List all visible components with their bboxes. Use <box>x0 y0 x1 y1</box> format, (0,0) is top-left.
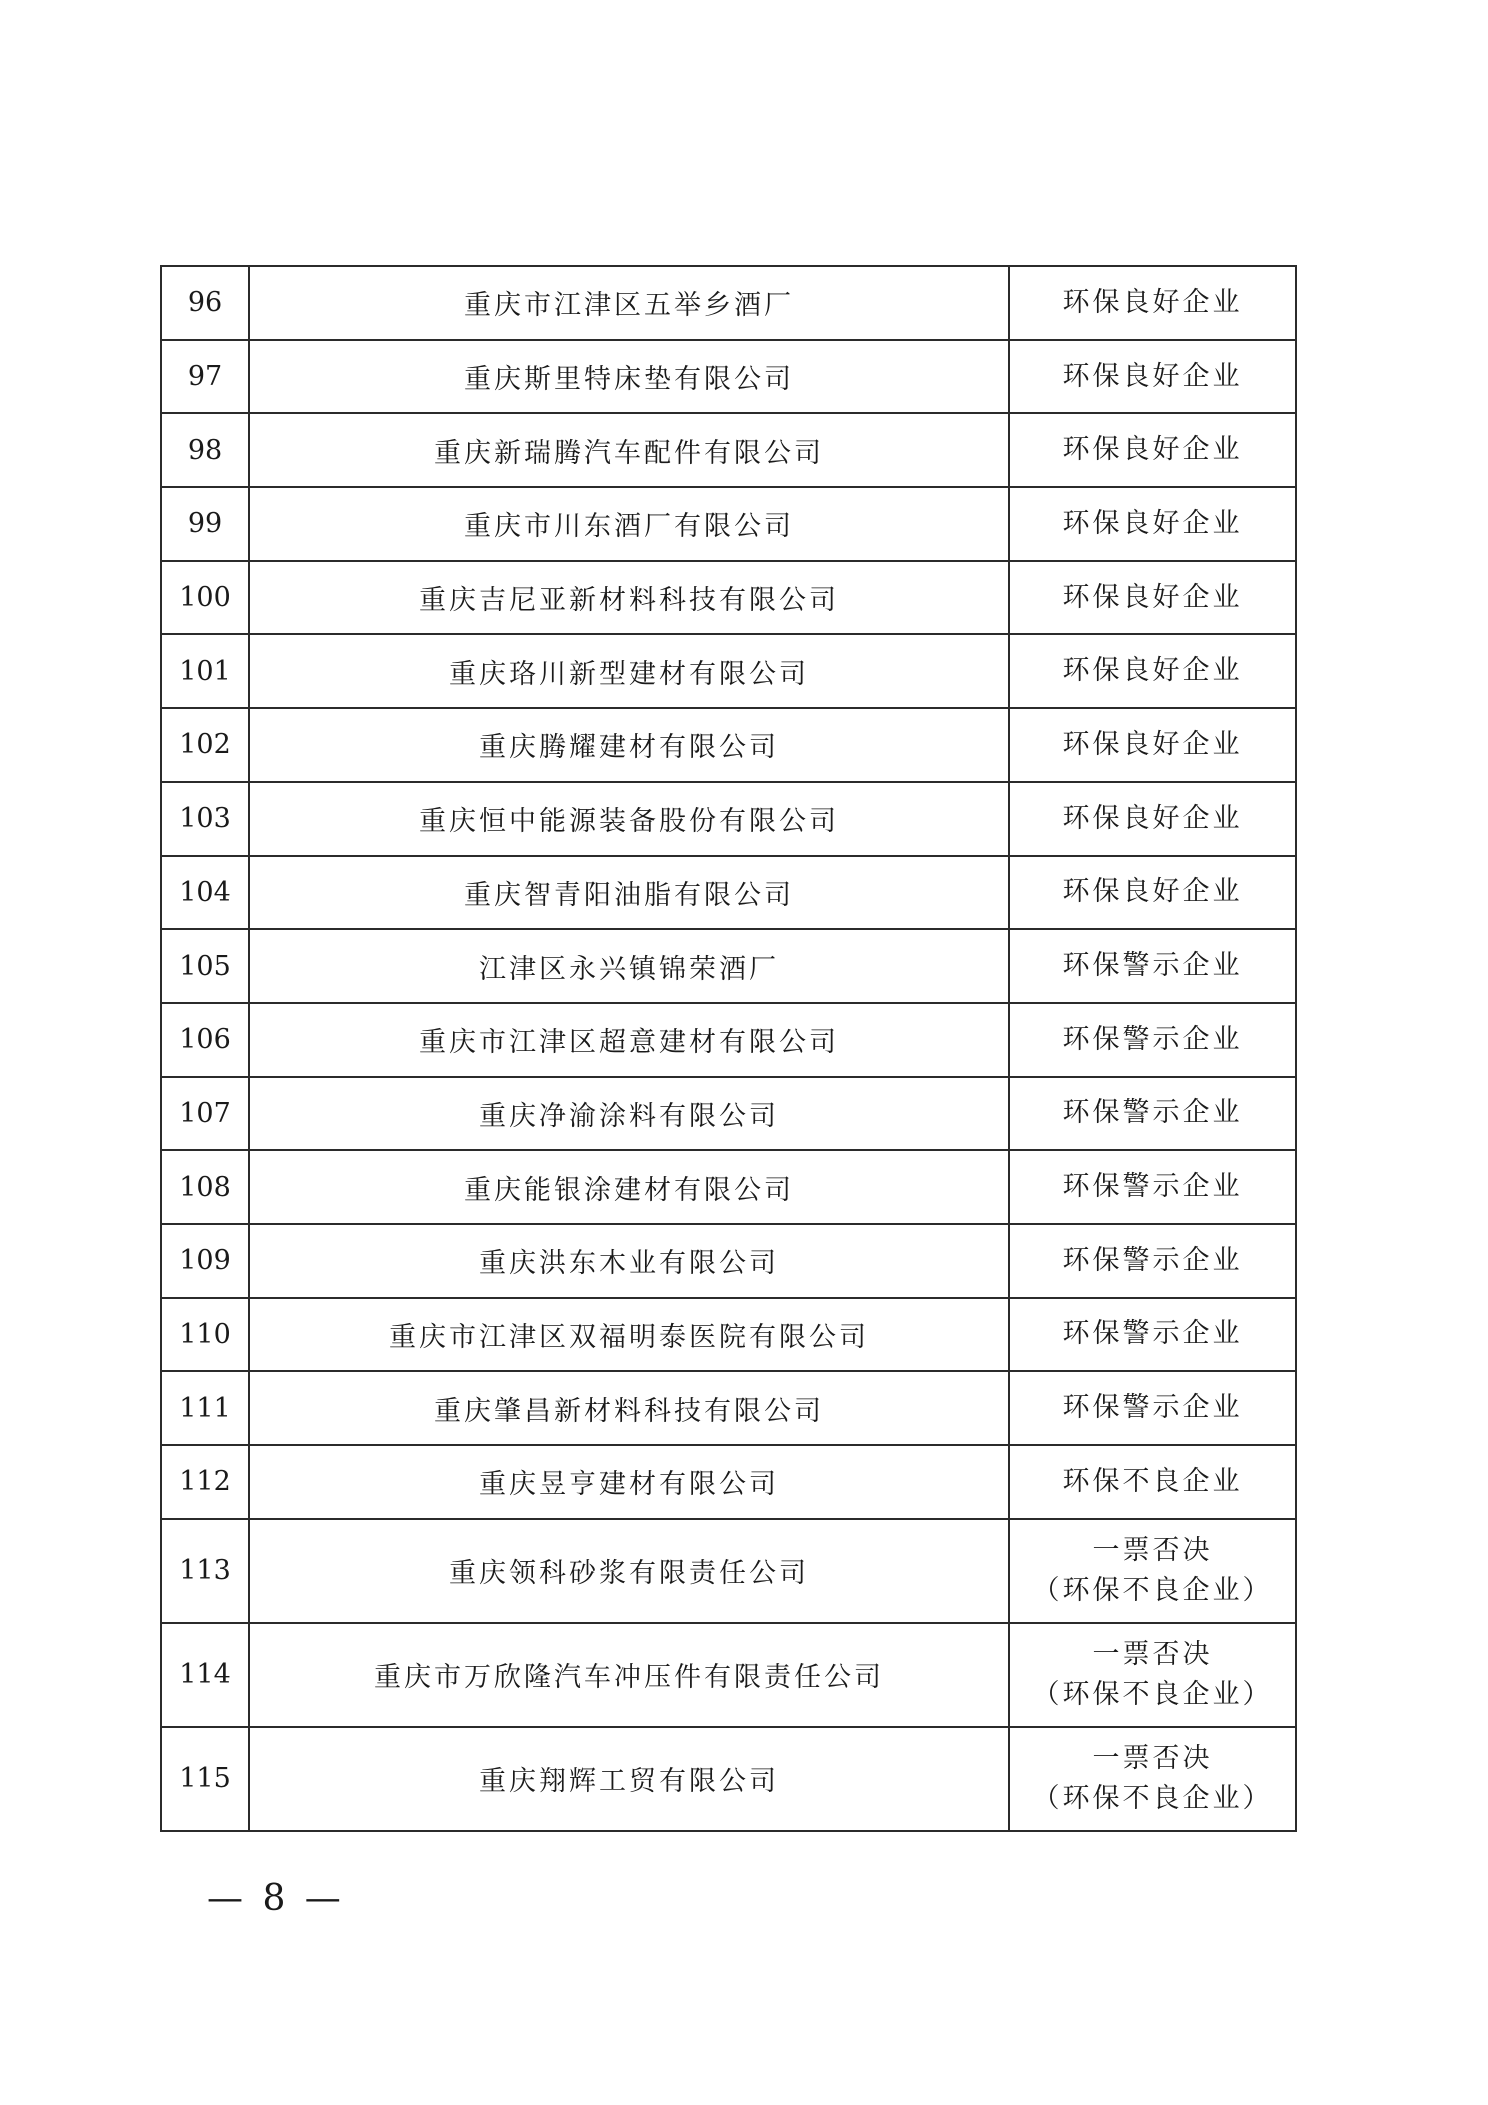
table-row <box>161 1224 1296 1298</box>
row-number: 99 <box>161 487 249 561</box>
category-cell <box>1009 340 1296 414</box>
row-number: 105 <box>161 929 249 1003</box>
row-number: 101 <box>161 634 249 708</box>
company-name: 江津区永兴镇锦荣酒厂 <box>249 929 1009 1003</box>
row-number: 113 <box>161 1519 249 1623</box>
table-body <box>161 266 1296 1831</box>
row-number: 108 <box>161 1150 249 1224</box>
table-row <box>161 1445 1296 1519</box>
company-name: 重庆领科砂浆有限责任公司 <box>249 1519 1009 1623</box>
category-cell <box>1009 1224 1296 1298</box>
company-name: 重庆新瑞腾汽车配件有限公司 <box>249 413 1009 487</box>
category-label: （环保不良企业） <box>1032 1678 1273 1710</box>
category-label: 环保警示企业 <box>1062 1392 1243 1424</box>
company-name: 重庆翔辉工贸有限公司 <box>249 1727 1009 1831</box>
table-row <box>161 340 1296 414</box>
company-name: 重庆智青阳油脂有限公司 <box>249 856 1009 930</box>
category-label: 环保不良企业 <box>1062 1465 1243 1497</box>
row-number: 96 <box>161 266 249 340</box>
company-name: 重庆市江津区五举乡酒厂 <box>249 266 1009 340</box>
category-label: 环保良好企业 <box>1062 360 1243 392</box>
category-label: （环保不良企业） <box>1032 1574 1273 1606</box>
category-label: 环保良好企业 <box>1062 655 1243 687</box>
table-row <box>161 487 1296 561</box>
category-cell <box>1009 413 1296 487</box>
row-number: 111 <box>161 1371 249 1445</box>
company-name: 重庆斯里特床垫有限公司 <box>249 340 1009 414</box>
category-cell <box>1009 856 1296 930</box>
table-row <box>161 782 1296 856</box>
company-name: 重庆市万欣隆汽车冲压件有限责任公司 <box>249 1623 1009 1727</box>
enterprise-table <box>160 265 1297 1832</box>
category-cell <box>1009 561 1296 635</box>
category-cell <box>1009 929 1296 1003</box>
company-name: 重庆珞川新型建材有限公司 <box>249 634 1009 708</box>
category-label: 环保警示企业 <box>1062 950 1243 982</box>
company-name: 重庆市川东酒厂有限公司 <box>249 487 1009 561</box>
category-cell <box>1009 1298 1296 1372</box>
category-label: 环保警示企业 <box>1062 1097 1243 1129</box>
category-cell <box>1009 1077 1296 1151</box>
table-row <box>161 266 1296 340</box>
company-name: 重庆能银涂建材有限公司 <box>249 1150 1009 1224</box>
table-row <box>161 1298 1296 1372</box>
category-label: 环保良好企业 <box>1062 802 1243 834</box>
company-name: 重庆市江津区超意建材有限公司 <box>249 1003 1009 1077</box>
company-name: 重庆肇昌新材料科技有限公司 <box>249 1371 1009 1445</box>
table-row <box>161 1371 1296 1445</box>
table-row <box>161 1727 1296 1831</box>
category-label: 环保警示企业 <box>1062 1171 1243 1203</box>
category-cell <box>1009 1445 1296 1519</box>
company-name: 重庆腾耀建材有限公司 <box>249 708 1009 782</box>
row-number: 106 <box>161 1003 249 1077</box>
row-number: 102 <box>161 708 249 782</box>
row-number: 104 <box>161 856 249 930</box>
category-cell <box>1009 1727 1296 1831</box>
category-cell <box>1009 487 1296 561</box>
category-cell <box>1009 1003 1296 1077</box>
category-label: 环保良好企业 <box>1062 728 1243 760</box>
company-name: 重庆洪东木业有限公司 <box>249 1224 1009 1298</box>
table-row <box>161 856 1296 930</box>
category-cell <box>1009 708 1296 782</box>
table-row <box>161 929 1296 1003</box>
company-name: 重庆吉尼亚新材料科技有限公司 <box>249 561 1009 635</box>
row-number: 107 <box>161 1077 249 1151</box>
category-cell <box>1009 266 1296 340</box>
table-row <box>161 708 1296 782</box>
category-label: 环保良好企业 <box>1062 581 1243 613</box>
row-number: 115 <box>161 1727 249 1831</box>
category-label: 环保警示企业 <box>1062 1023 1243 1055</box>
table-row <box>161 413 1296 487</box>
category-cell <box>1009 1623 1296 1727</box>
table-row <box>161 1077 1296 1151</box>
table-row <box>161 1623 1296 1727</box>
category-label: 环保警示企业 <box>1062 1244 1243 1276</box>
page-number: — 8 — <box>207 1878 345 1919</box>
row-number: 97 <box>161 340 249 414</box>
row-number: 103 <box>161 782 249 856</box>
row-number: 114 <box>161 1623 249 1727</box>
table-row <box>161 1150 1296 1224</box>
company-name: 重庆净渝涂料有限公司 <box>249 1077 1009 1151</box>
category-cell <box>1009 1519 1296 1623</box>
category-label: 环保警示企业 <box>1062 1318 1243 1350</box>
company-name: 重庆恒中能源装备股份有限公司 <box>249 782 1009 856</box>
category-cell <box>1009 634 1296 708</box>
table-row <box>161 1519 1296 1623</box>
company-name: 重庆市江津区双福明泰医院有限公司 <box>249 1298 1009 1372</box>
category-label: 一票否决 <box>1092 1638 1213 1670</box>
row-number: 100 <box>161 561 249 635</box>
table-row <box>161 1003 1296 1077</box>
row-number: 112 <box>161 1445 249 1519</box>
row-number: 109 <box>161 1224 249 1298</box>
category-cell <box>1009 1371 1296 1445</box>
category-label: （环保不良企业） <box>1032 1782 1273 1814</box>
company-name: 重庆昱亨建材有限公司 <box>249 1445 1009 1519</box>
category-label: 一票否决 <box>1092 1534 1213 1566</box>
row-number: 98 <box>161 413 249 487</box>
category-label: 一票否决 <box>1092 1742 1213 1774</box>
category-cell <box>1009 1150 1296 1224</box>
table-row <box>161 634 1296 708</box>
category-label: 环保良好企业 <box>1062 507 1243 539</box>
row-number: 110 <box>161 1298 249 1372</box>
category-cell <box>1009 782 1296 856</box>
category-label: 环保良好企业 <box>1062 876 1243 908</box>
category-label: 环保良好企业 <box>1062 434 1243 466</box>
category-label: 环保良好企业 <box>1062 286 1243 318</box>
table-row <box>161 561 1296 635</box>
